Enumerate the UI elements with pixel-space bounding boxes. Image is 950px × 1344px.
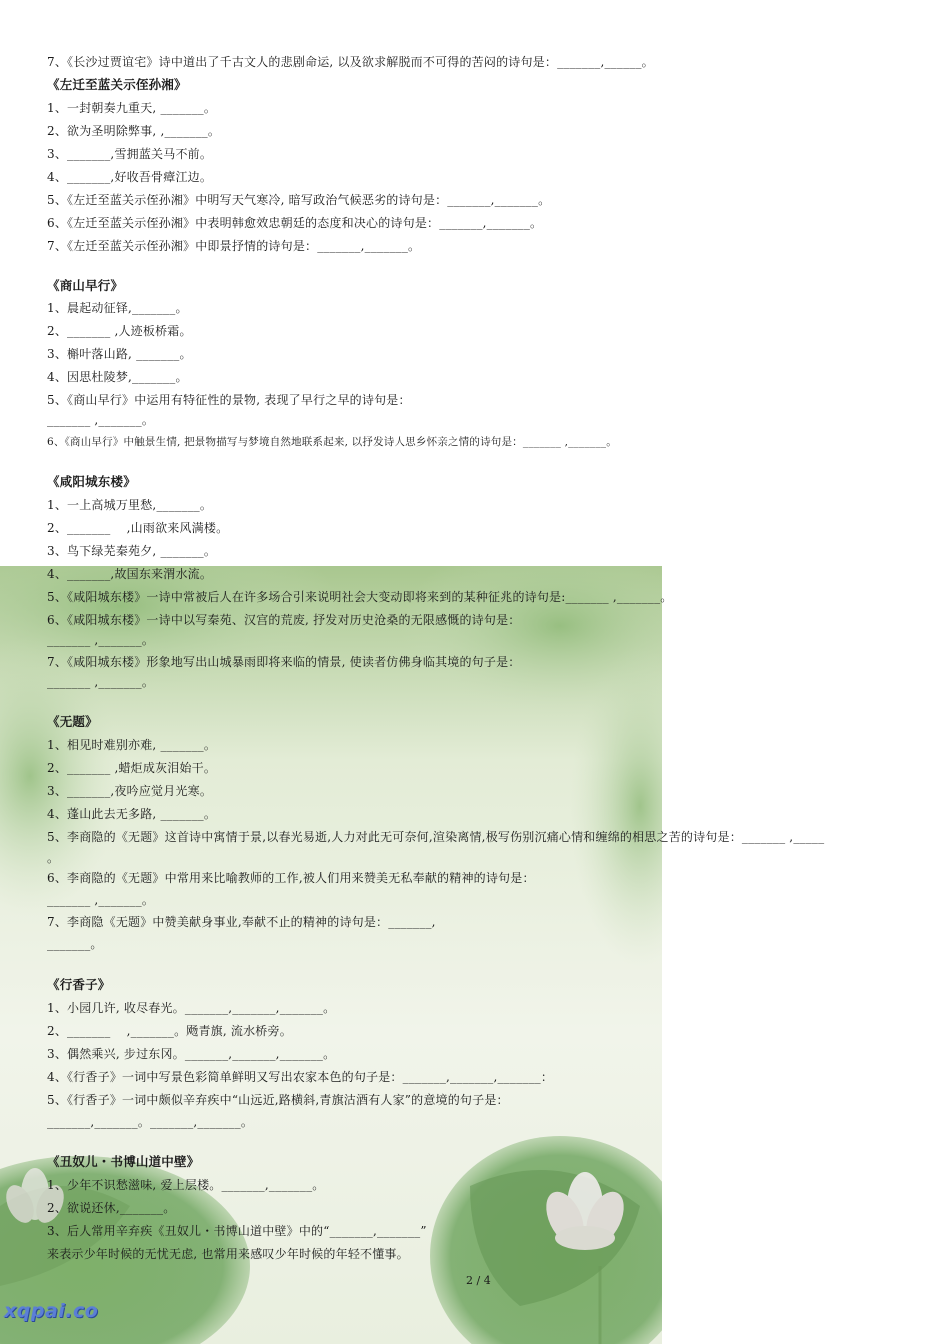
question-line: 4、_______,好收吾骨瘴江边。 (47, 170, 213, 184)
question-line: 5、《行香子》一词中颇似辛弃疾中“山远近,路横斜,青旗沽酒有人家”的意境的句子是： (47, 1093, 509, 1107)
question-line: 7、《左迁至蓝关示侄孙湘》中即景抒情的诗句是：_______,_______。 (47, 239, 421, 253)
section-title: 《无题》 (47, 714, 98, 729)
question-line: 3、偶然乘兴, 步过东冈。_______,_______,_______。 (47, 1047, 336, 1061)
question-line: 4、《行香子》一词中写景色彩简单鲜明又写出农家本色的句子是：_______,_______,_______： (47, 1070, 554, 1084)
question-line: 4、_______,故国东来渭水流。 (47, 567, 213, 581)
question-line: 7、《长沙过贾谊宅》诗中道出了千古文人的悲剧命运, 以及欲求解脱而不可得的苦闷的诗句是：_______,______。 (47, 55, 654, 69)
question-line: 5、《咸阳城东楼》一诗中常被后人在许多场合引来说明社会大变动即将来到的某种征兆的诗句是:_______ ,_______。 (47, 590, 673, 604)
section-title: 《咸阳城东楼》 (47, 474, 136, 489)
question-line: 3、槲叶落山路, _______。 (47, 347, 192, 361)
question-line: 来表示少年时候的无忧无虑, 也常用来感叹少年时候的年轻不懂事。 (47, 1247, 409, 1261)
question-line: 1、少年不识愁滋味, 爱上层楼。_______,_______。 (47, 1178, 325, 1192)
question-line: 7、李商隐《无题》中赞美献身事业,奉献不止的精神的诗句是：_______, (47, 915, 436, 929)
question-line: _______,_______。_______,_______。 (47, 1115, 254, 1129)
question-line: 3、后人常用辛弃疾《丑奴儿・书博山道中壁》中的“_______,_______” (47, 1224, 427, 1238)
question-line: 3、_______,雪拥蓝关马不前。 (47, 147, 213, 161)
section-title: 《商山早行》 (47, 278, 124, 293)
question-line: 。 (47, 851, 60, 865)
question-line: 7、《咸阳城东楼》形象地写出山城暴雨即将来临的情景, 使读者仿佛身临其境的句子是： (47, 655, 521, 669)
section-title: 《丑奴儿・书博山道中壁》 (47, 1154, 200, 1169)
question-line: 1、一上高城万里愁,_______。 (47, 498, 213, 512)
question-line: 1、晨起动征铎,_______。 (47, 301, 188, 315)
question-line: 5、《左迁至蓝关示侄孙湘》中明写天气寒冷, 暗写政治气候恶劣的诗句是：_______,_______。 (47, 193, 551, 207)
question-line: 4、因思杜陵梦,_______。 (47, 370, 188, 384)
question-line: 1、小园几许, 收尽春光。_______,_______,_______。 (47, 1001, 336, 1015)
question-line: 2、_______ ,蜡炬成灰泪始干。 (47, 761, 217, 775)
question-line: 6、李商隐的《无题》中常用来比喻教师的工作,被人们用来赞美无私奉献的精神的诗句是： (47, 871, 535, 885)
question-line: 1、相见时难别亦难, _______。 (47, 738, 217, 752)
question-line: 6、《商山早行》中触景生情, 把景物描写与梦境自然地联系起来, 以抒发诗人思乡怀亲之情的诗句是：_______ ,_______。 (47, 436, 617, 448)
question-line: 5、《商山早行》中运用有特征性的景物, 表现了早行之早的诗句是： (47, 393, 411, 407)
question-line: _______ ,_______。 (47, 633, 155, 647)
section-title: 《行香子》 (47, 977, 111, 992)
site-logo-watermark: xqpai.co (4, 1300, 99, 1322)
question-line: 2、_______ ,人迹板桥霜。 (47, 324, 192, 338)
question-line: 6、《左迁至蓝关示侄孙湘》中表明韩愈效忠朝廷的态度和决心的诗句是：_______,_______。 (47, 216, 543, 230)
question-line: _______ ,_______。 (47, 893, 155, 907)
question-line: 2、欲说还休,_______。 (47, 1201, 176, 1215)
question-line: 6、《咸阳城东楼》一诗中以写秦苑、汉宫的荒废, 抒发对历史沧桑的无限感慨的诗句是： (47, 613, 521, 627)
question-line: 3、鸟下绿芜秦苑夕, _______。 (47, 544, 217, 558)
question-line: _______ ,_______。 (47, 413, 155, 427)
question-line: 2、_______ ,_______。飏青旗, 流水桥旁。 (47, 1024, 292, 1038)
page-number: 2 / 4 (466, 1274, 491, 1287)
question-line: 2、欲为圣明除弊事, ,_______。 (47, 124, 221, 138)
section-title: 《左迁至蓝关示侄孙湘》 (47, 77, 187, 92)
question-line: 5、李商隐的《无题》这首诗中寓情于景,以春光易逝,人力对此无可奈何,渲染离情,极写伤别沉痛心情和缠绵的相思之苦的诗句是：_______ ,_____ (47, 830, 825, 844)
question-line: 3、_______,夜吟应觉月光寒。 (47, 784, 213, 798)
question-line: 1、一封朝奏九重天, _______。 (47, 101, 217, 115)
question-line: 4、蓬山此去无多路, _______。 (47, 807, 217, 821)
question-line: _______ ,_______。 (47, 675, 155, 689)
question-line: 2、_______ ,山雨欲来风满楼。 (47, 521, 229, 535)
question-line: _______。 (47, 937, 103, 951)
